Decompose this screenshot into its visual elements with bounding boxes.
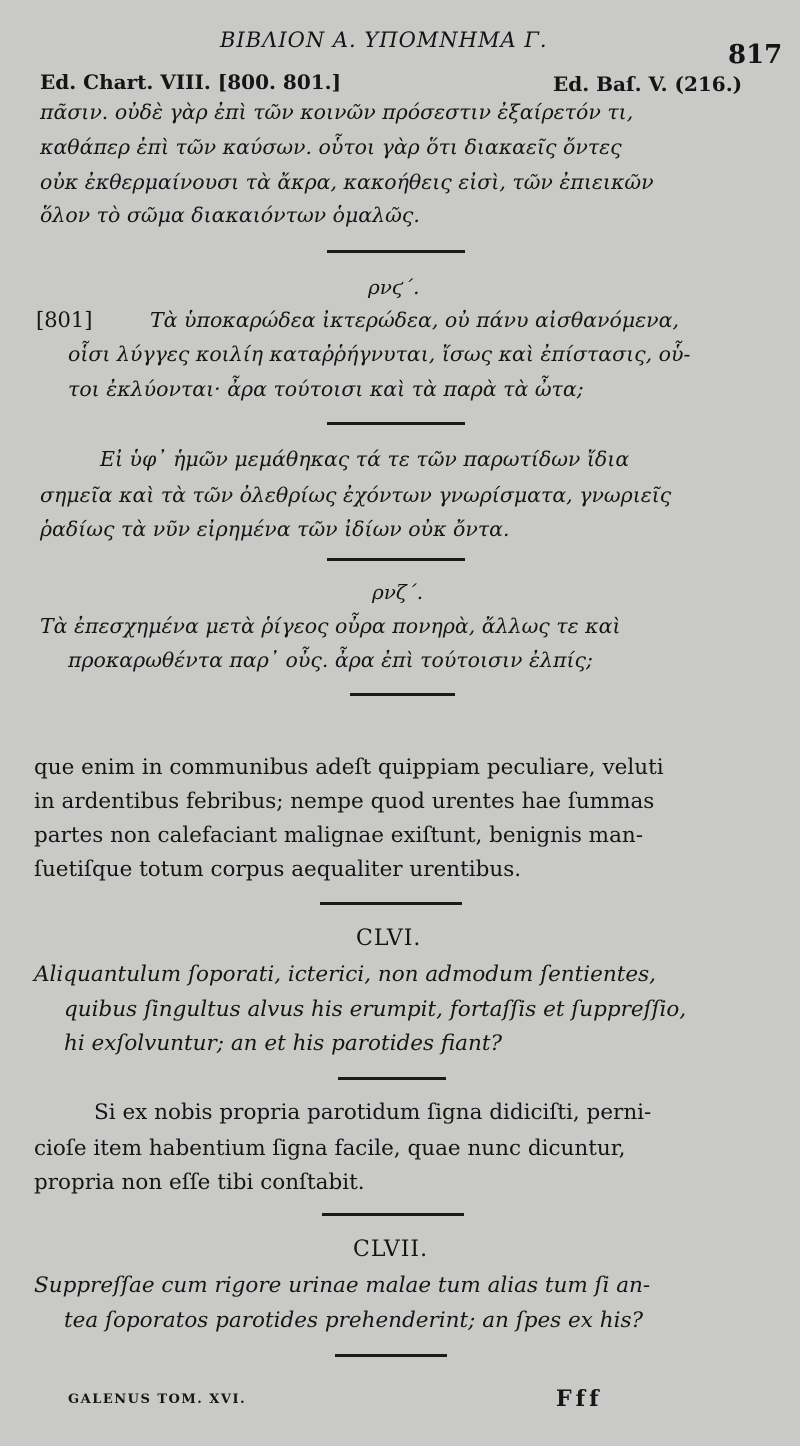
latin-aphorism-line: hi exſolvuntur; an et his parotides fiant? — [64, 1031, 502, 1056]
latin-intro-line: que enim in communibus adeſt quippiam peculiare, veluti — [34, 755, 664, 780]
section-divider — [327, 558, 465, 561]
section-divider — [335, 1354, 447, 1357]
greek-intro-line: ὅλον τὸ σῶμα διακαιόντων ὁμαλῶς. — [40, 203, 420, 227]
latin-section-heading-157: CLVII. — [353, 1237, 429, 1262]
greek-intro-line: καθάπερ ἐπὶ τῶν καύσων. οὗτοι γὰρ ὅτι διακαεῖς ὄντες — [40, 135, 622, 159]
section-divider — [327, 422, 465, 425]
latin-aphorism-line: Suppreſſae cum rigore urinae malae tum alias tum ſi an- — [34, 1273, 651, 1298]
latin-intro-line: partes non calefaciant malignae exiſtunt, benignis man- — [34, 823, 644, 848]
greek-aphorism-line: οἷσι λύγγες κοιλίη καταῤῥήγνυται, ἴσως καὶ ἐπίστασις, οὗ- — [68, 342, 691, 366]
greek-aphorism-line: Τὰ ὑποκαρώδεα ἰκτερώδεα, οὐ πάνυ αἰσθανόμενα, — [150, 308, 679, 332]
page-number: 817 — [728, 40, 783, 70]
latin-intro-line: in ardentibus febribus; nempe quod urentes hae ſummas — [34, 789, 655, 814]
greek-section-heading-156: ρνϛ΄. — [368, 275, 420, 299]
greek-commentary-line: ῥαδίως τὰ νῦν εἰρημένα τῶν ἰδίων οὐκ ὄντα. — [40, 517, 510, 541]
latin-commentary-line: cioſe item habentium ſigna facile, quae nunc dicuntur, — [34, 1136, 626, 1161]
latin-intro-line: ſuetiſque totum corpus aequaliter urentibus. — [34, 857, 522, 882]
latin-commentary-line: Si ex nobis propria parotidum ſigna didiciſti, perni- — [94, 1100, 652, 1125]
greek-commentary-line: σημεῖα καὶ τὰ τῶν ὀλεθρίως ἐχόντων γνωρίσματα, γνωριεῖς — [40, 483, 672, 507]
latin-aphorism-line: quibus ſingultus alvus his erumpit, fortaſſis et ſuppreſſio, — [64, 997, 687, 1022]
latin-section-heading-156: CLVI. — [356, 926, 422, 951]
greek-commentary-line: Εἰ ὑφ᾽ ἡμῶν μεμάθηκας τά τε τῶν παρωτίδων ἴδια — [100, 447, 630, 471]
latin-commentary-line: propria non eſſe tibi conſtabit. — [34, 1170, 365, 1195]
section-divider — [320, 902, 462, 905]
page-marker-801: [801] — [36, 308, 93, 332]
latin-aphorism-line: Aliquantulum ſoporati, icterici, non admodum ſentientes, — [34, 962, 656, 987]
edition-chartier-reference: Ed. Chart. VIII. [800. 801.] — [40, 70, 342, 94]
section-divider — [338, 1077, 446, 1080]
section-divider — [350, 693, 455, 696]
section-divider — [327, 250, 465, 253]
latin-aphorism-line: tea ſoporatos parotides prehenderint; an ſpes ex his? — [64, 1308, 644, 1333]
greek-section-heading-157: ρνζ΄. — [372, 580, 424, 604]
running-head: ΒΙΒΛΙΟΝ Α. ΥΠΟΜΝΗΜΑ Γ. — [220, 28, 548, 52]
printer-signature-mark: Fff — [556, 1386, 603, 1412]
greek-aphorism-line: Τὰ ἐπεσχημένα μετὰ ῥίγεος οὖρα πονηρὰ, ἄλλως τε καὶ — [40, 614, 621, 638]
greek-aphorism-line: τοι ἐκλύονται· ἆρα τούτοισι καὶ τὰ παρὰ τὰ ὦτα; — [68, 377, 584, 401]
greek-intro-line: πᾶσιν. οὐδὲ γὰρ ἐπὶ τῶν κοινῶν πρόσεστιν ἐξαίρετόν τι, — [40, 100, 634, 124]
section-divider — [322, 1213, 464, 1216]
printer-signature-volume: GALENUS TOM. XVI. — [68, 1392, 247, 1407]
greek-intro-line: οὐκ ἐκθερμαίνουσι τὰ ἄκρα, κακοήθεις εἰσὶ, τῶν ἐπιεικῶν — [40, 170, 654, 194]
greek-aphorism-line: προκαρωθέντα παρ᾽ οὖς. ἆρα ἐπὶ τούτοισιν ἐλπίς; — [68, 648, 593, 672]
edition-basel-reference: Ed. Baſ. V. (216.) — [553, 72, 743, 96]
